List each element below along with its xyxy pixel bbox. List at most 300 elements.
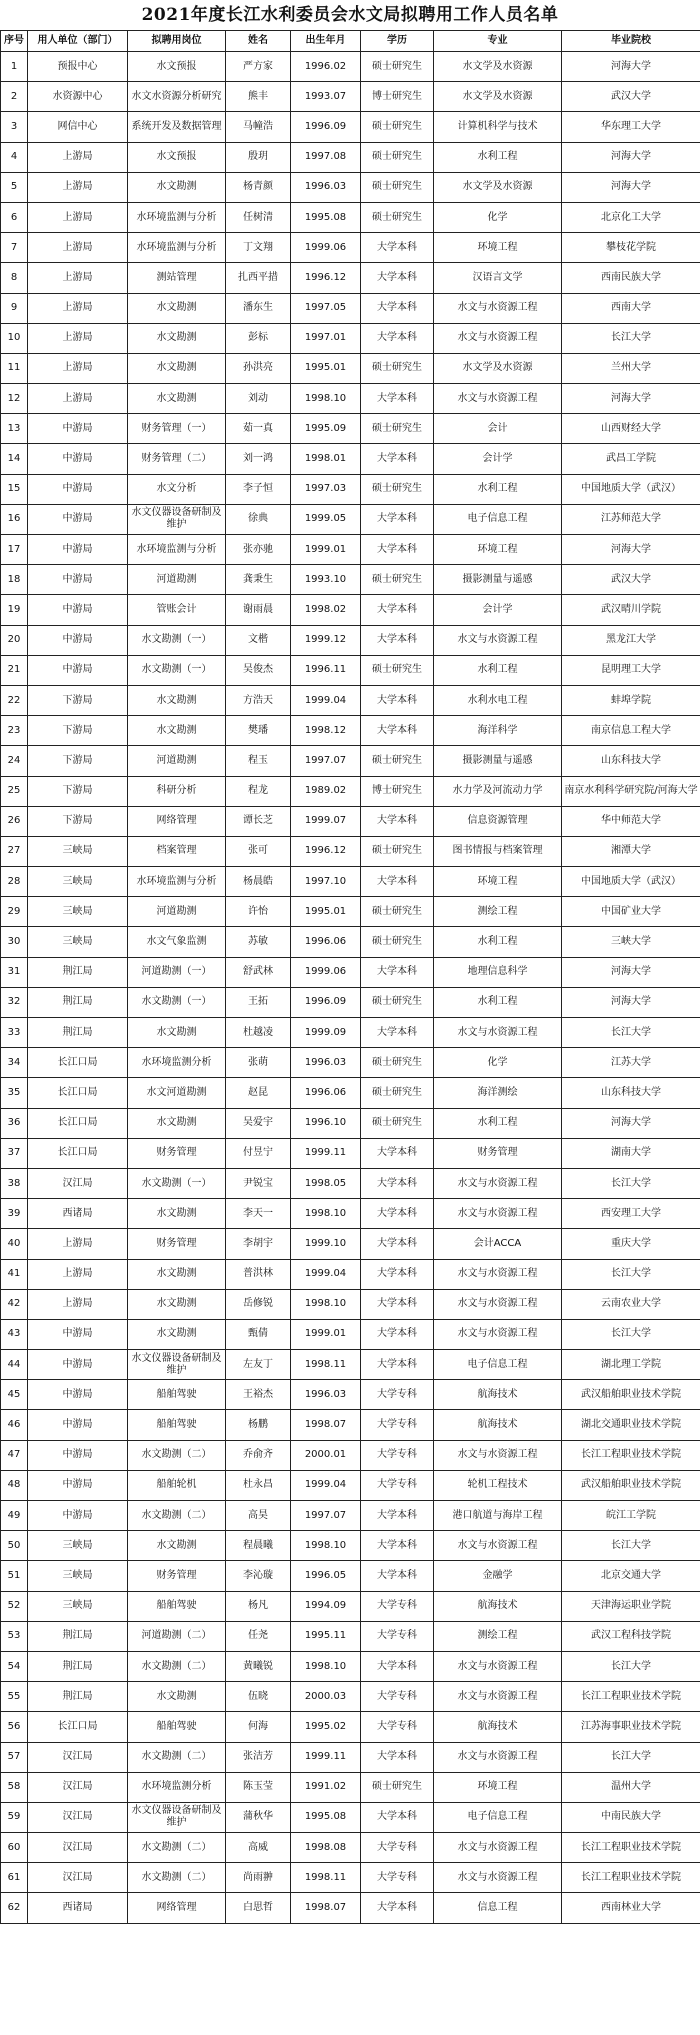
cell-col-index: 7 [1, 233, 28, 263]
cell-col-unit: 下游局 [28, 806, 128, 836]
cell-col-birth: 1999.12 [291, 625, 361, 655]
cell-col-index: 28 [1, 867, 28, 897]
cell-col-major: 水文与水资源工程 [434, 1168, 562, 1198]
cell-col-index: 56 [1, 1712, 28, 1742]
cell-col-major: 电子信息工程 [434, 504, 562, 534]
cell-col-birth: 1996.05 [291, 1561, 361, 1591]
cell-col-school: 华东理工大学 [562, 112, 700, 142]
cell-col-index: 62 [1, 1893, 28, 1923]
cell-col-birth: 1999.09 [291, 1018, 361, 1048]
cell-col-school: 湖北交通职业技术学院 [562, 1410, 700, 1440]
cell-col-major: 水文学及水资源 [434, 82, 562, 112]
cell-col-major: 水文与水资源工程 [434, 1682, 562, 1712]
cell-col-name: 李子恒 [226, 474, 291, 504]
cell-col-position: 水文勘测 [128, 1108, 226, 1138]
cell-col-unit: 中游局 [28, 1470, 128, 1500]
cell-col-position: 水文勘测 [128, 293, 226, 323]
cell-col-position: 水文勘测 [128, 685, 226, 715]
table-row [1, 746, 700, 776]
cell-col-name: 李胡宇 [226, 1229, 291, 1259]
cell-col-education: 大学专科 [361, 1591, 434, 1621]
table-row [1, 1802, 700, 1832]
cell-col-index: 13 [1, 414, 28, 444]
cell-col-education: 大学本科 [361, 1319, 434, 1349]
table-row [1, 1199, 700, 1229]
cell-col-name: 张洁芳 [226, 1742, 291, 1772]
cell-col-index: 14 [1, 444, 28, 474]
cell-col-unit: 长江口局 [28, 1048, 128, 1078]
cell-col-unit: 中游局 [28, 535, 128, 565]
cell-col-index: 30 [1, 927, 28, 957]
cell-col-position: 科研分析 [128, 776, 226, 806]
cell-col-school: 江苏海事职业技术学院 [562, 1712, 700, 1742]
cell-col-major: 水文与水资源工程 [434, 1289, 562, 1319]
table-row [1, 323, 700, 353]
cell-col-name: 付昱宁 [226, 1138, 291, 1168]
cell-col-major: 水文与水资源工程 [434, 323, 562, 353]
cell-col-unit: 中游局 [28, 1319, 128, 1349]
cell-col-position: 水环境监测分析 [128, 1048, 226, 1078]
cell-col-birth: 1997.07 [291, 1501, 361, 1531]
cell-col-major: 水文学及水资源 [434, 353, 562, 383]
cell-col-name: 张萌 [226, 1048, 291, 1078]
cell-col-index: 26 [1, 806, 28, 836]
cell-col-unit: 中游局 [28, 625, 128, 655]
cell-col-name: 舒武林 [226, 957, 291, 987]
page-title: 2021年度长江水利委员会水文局拟聘用工作人员名单 [141, 5, 559, 25]
cell-col-birth: 1999.04 [291, 1470, 361, 1500]
cell-col-unit: 荆江局 [28, 957, 128, 987]
cell-col-school: 西南林业大学 [562, 1893, 700, 1923]
cell-col-name: 岳修锐 [226, 1289, 291, 1319]
table-row [1, 293, 700, 323]
table-row [1, 1742, 700, 1772]
cell-col-unit: 上游局 [28, 353, 128, 383]
cell-col-education: 大学本科 [361, 1802, 434, 1832]
cell-col-index: 39 [1, 1199, 28, 1229]
table-row [1, 1380, 700, 1410]
cell-col-major: 水文与水资源工程 [434, 384, 562, 414]
cell-col-school: 湖南大学 [562, 1138, 700, 1168]
table-row [1, 1501, 700, 1531]
cell-col-name: 王拓 [226, 987, 291, 1017]
cell-col-school: 长江大学 [562, 1168, 700, 1198]
cell-col-birth: 1997.07 [291, 746, 361, 776]
table-row [1, 142, 700, 172]
cell-col-name: 王裕杰 [226, 1380, 291, 1410]
cell-col-birth: 1998.10 [291, 1651, 361, 1681]
cell-col-education: 大学本科 [361, 1501, 434, 1531]
cell-col-school: 长江工程职业技术学院 [562, 1863, 700, 1893]
cell-col-index: 23 [1, 716, 28, 746]
cell-col-position: 水文勘测（一） [128, 987, 226, 1017]
cell-col-education: 大学本科 [361, 1138, 434, 1168]
cell-col-education: 硕士研究生 [361, 836, 434, 866]
cell-col-school: 河海大学 [562, 1108, 700, 1138]
table-row [1, 1229, 700, 1259]
cell-col-birth: 1999.11 [291, 1742, 361, 1772]
cell-col-name: 丁文翔 [226, 233, 291, 263]
table-row [1, 172, 700, 202]
cell-col-position: 水环境监测与分析 [128, 233, 226, 263]
cell-col-position: 水文气象监测 [128, 927, 226, 957]
cell-col-education: 大学本科 [361, 263, 434, 293]
cell-col-position: 水文勘测 [128, 1319, 226, 1349]
table-row [1, 987, 700, 1017]
cell-col-education: 大学本科 [361, 444, 434, 474]
table-row [1, 474, 700, 504]
cell-col-unit: 三峡局 [28, 897, 128, 927]
cell-col-position: 水文水资源分析研究 [128, 82, 226, 112]
cell-col-position: 财务管理 [128, 1229, 226, 1259]
cell-col-index: 31 [1, 957, 28, 987]
cell-col-position: 水文勘测 [128, 1531, 226, 1561]
cell-col-birth: 1995.09 [291, 414, 361, 444]
cell-col-index: 5 [1, 172, 28, 202]
cell-col-school: 北京化工大学 [562, 202, 700, 232]
cell-col-education: 大学本科 [361, 233, 434, 263]
cell-col-name: 刘一鸿 [226, 444, 291, 474]
header-col-birth: 出生年月 [291, 31, 361, 52]
cell-col-name: 杨鹏 [226, 1410, 291, 1440]
cell-col-school: 兰州大学 [562, 353, 700, 383]
cell-col-birth: 1993.07 [291, 82, 361, 112]
cell-col-major: 环境工程 [434, 1772, 562, 1802]
cell-col-index: 57 [1, 1742, 28, 1772]
cell-col-position: 测站管理 [128, 263, 226, 293]
cell-col-position: 水文勘测 [128, 384, 226, 414]
cell-col-education: 硕士研究生 [361, 172, 434, 202]
cell-col-unit: 上游局 [28, 263, 128, 293]
table-row [1, 625, 700, 655]
cell-col-unit: 下游局 [28, 716, 128, 746]
cell-col-birth: 1998.11 [291, 1350, 361, 1380]
cell-col-major: 会计 [434, 414, 562, 444]
cell-col-birth: 2000.01 [291, 1440, 361, 1470]
cell-col-birth: 1995.02 [291, 1712, 361, 1742]
cell-col-index: 42 [1, 1289, 28, 1319]
cell-col-education: 大学本科 [361, 806, 434, 836]
cell-col-school: 昆明理工大学 [562, 655, 700, 685]
cell-col-position: 水文勘测（二） [128, 1501, 226, 1531]
cell-col-unit: 上游局 [28, 172, 128, 202]
cell-col-position: 河道勘测 [128, 565, 226, 595]
cell-col-school: 长江大学 [562, 1319, 700, 1349]
table-row [1, 1138, 700, 1168]
cell-col-education: 大学本科 [361, 1259, 434, 1289]
cell-col-school: 河海大学 [562, 52, 700, 82]
table-row [1, 1440, 700, 1470]
cell-col-education: 大学本科 [361, 625, 434, 655]
cell-col-major: 会计学 [434, 444, 562, 474]
cell-col-position: 系统开发及数据管理 [128, 112, 226, 142]
cell-col-major: 水利工程 [434, 1108, 562, 1138]
cell-col-school: 西安理工大学 [562, 1199, 700, 1229]
cell-col-position: 船舶驾驶 [128, 1591, 226, 1621]
cell-col-name: 程晨曦 [226, 1531, 291, 1561]
cell-col-position: 水环境监测与分析 [128, 535, 226, 565]
cell-col-name: 陈玉莹 [226, 1772, 291, 1802]
cell-col-unit: 中游局 [28, 504, 128, 534]
cell-col-position: 水文勘测（二） [128, 1833, 226, 1863]
cell-col-school: 河海大学 [562, 535, 700, 565]
cell-col-birth: 1997.10 [291, 867, 361, 897]
header-col-unit: 用人单位（部门） [28, 31, 128, 52]
cell-col-unit: 长江口局 [28, 1138, 128, 1168]
cell-col-index: 17 [1, 535, 28, 565]
cell-col-unit: 长江口局 [28, 1078, 128, 1108]
cell-col-index: 4 [1, 142, 28, 172]
cell-col-education: 大学本科 [361, 685, 434, 715]
cell-col-birth: 1998.05 [291, 1168, 361, 1198]
cell-col-education: 硕士研究生 [361, 1078, 434, 1108]
cell-col-major: 水利工程 [434, 474, 562, 504]
cell-col-name: 杨晨皓 [226, 867, 291, 897]
cell-col-unit: 中游局 [28, 1350, 128, 1380]
cell-col-school: 黑龙江大学 [562, 625, 700, 655]
cell-col-name: 左友丁 [226, 1350, 291, 1380]
cell-col-index: 6 [1, 202, 28, 232]
table-row [1, 1289, 700, 1319]
cell-col-unit: 汉江局 [28, 1833, 128, 1863]
cell-col-major: 信息工程 [434, 1893, 562, 1923]
cell-col-school: 武汉大学 [562, 565, 700, 595]
cell-col-birth: 1995.11 [291, 1621, 361, 1651]
cell-col-education: 大学本科 [361, 1168, 434, 1198]
cell-col-education: 大学本科 [361, 1229, 434, 1259]
cell-col-education: 大学本科 [361, 293, 434, 323]
cell-col-major: 测绘工程 [434, 897, 562, 927]
cell-col-unit: 三峡局 [28, 867, 128, 897]
cell-col-index: 59 [1, 1802, 28, 1832]
cell-col-education: 硕士研究生 [361, 897, 434, 927]
cell-col-school: 华中师范大学 [562, 806, 700, 836]
cell-col-unit: 汉江局 [28, 1742, 128, 1772]
cell-col-name: 吴爱宇 [226, 1108, 291, 1138]
cell-col-name: 程玉 [226, 746, 291, 776]
cell-col-education: 大学专科 [361, 1410, 434, 1440]
cell-col-unit: 荆江局 [28, 1018, 128, 1048]
cell-col-school: 云南农业大学 [562, 1289, 700, 1319]
cell-col-major: 水文与水资源工程 [434, 293, 562, 323]
cell-col-unit: 中游局 [28, 1440, 128, 1470]
cell-col-school: 武汉晴川学院 [562, 595, 700, 625]
cell-col-education: 硕士研究生 [361, 565, 434, 595]
cell-col-major: 摄影测量与遥感 [434, 565, 562, 595]
cell-col-education: 大学本科 [361, 1742, 434, 1772]
table-row [1, 444, 700, 474]
cell-col-index: 10 [1, 323, 28, 353]
cell-col-school: 山东科技大学 [562, 1078, 700, 1108]
cell-col-school: 长江工程职业技术学院 [562, 1833, 700, 1863]
table-row [1, 1591, 700, 1621]
cell-col-major: 环境工程 [434, 535, 562, 565]
cell-col-education: 大学专科 [361, 1470, 434, 1500]
table-row [1, 1319, 700, 1349]
cell-col-school: 长江工程职业技术学院 [562, 1440, 700, 1470]
cell-col-index: 50 [1, 1531, 28, 1561]
cell-col-name: 赵昆 [226, 1078, 291, 1108]
cell-col-unit: 长江口局 [28, 1108, 128, 1138]
cell-col-position: 财务管理 [128, 1561, 226, 1591]
cell-col-position: 船舶轮机 [128, 1470, 226, 1500]
cell-col-unit: 中游局 [28, 1380, 128, 1410]
cell-col-position: 水文勘测 [128, 1259, 226, 1289]
cell-col-major: 水文与水资源工程 [434, 1259, 562, 1289]
cell-col-index: 3 [1, 112, 28, 142]
cell-col-major: 信息资源管理 [434, 806, 562, 836]
cell-col-education: 大学本科 [361, 1651, 434, 1681]
cell-col-education: 硕士研究生 [361, 1108, 434, 1138]
table-row [1, 1048, 700, 1078]
cell-col-index: 32 [1, 987, 28, 1017]
cell-col-birth: 1996.03 [291, 1048, 361, 1078]
cell-col-position: 河道勘测（二） [128, 1621, 226, 1651]
cell-col-index: 52 [1, 1591, 28, 1621]
table-row [1, 1772, 700, 1802]
cell-col-name: 高威 [226, 1833, 291, 1863]
cell-col-birth: 1999.06 [291, 233, 361, 263]
cell-col-education: 硕士研究生 [361, 112, 434, 142]
cell-col-school: 长江工程职业技术学院 [562, 1682, 700, 1712]
cell-col-major: 化学 [434, 202, 562, 232]
cell-col-unit: 汉江局 [28, 1802, 128, 1832]
table-row [1, 353, 700, 383]
cell-col-unit: 上游局 [28, 233, 128, 263]
cell-col-unit: 汉江局 [28, 1863, 128, 1893]
table-row [1, 867, 700, 897]
cell-col-name: 张可 [226, 836, 291, 866]
cell-col-education: 硕士研究生 [361, 746, 434, 776]
table-row [1, 1863, 700, 1893]
cell-col-name: 彭标 [226, 323, 291, 353]
cell-col-birth: 1999.11 [291, 1138, 361, 1168]
cell-col-birth: 1997.08 [291, 142, 361, 172]
cell-col-unit: 下游局 [28, 746, 128, 776]
table-row [1, 957, 700, 987]
cell-col-birth: 1998.02 [291, 595, 361, 625]
cell-col-birth: 1999.04 [291, 1259, 361, 1289]
table-row [1, 1350, 700, 1380]
cell-col-school: 北京交通大学 [562, 1561, 700, 1591]
cell-col-education: 硕士研究生 [361, 202, 434, 232]
cell-col-birth: 1998.01 [291, 444, 361, 474]
cell-col-index: 20 [1, 625, 28, 655]
cell-col-position: 水文河道勘测 [128, 1078, 226, 1108]
cell-col-education: 硕士研究生 [361, 655, 434, 685]
cell-col-birth: 1995.08 [291, 1802, 361, 1832]
cell-col-unit: 上游局 [28, 142, 128, 172]
cell-col-school: 中南民族大学 [562, 1802, 700, 1832]
cell-col-name: 熊丰 [226, 82, 291, 112]
cell-col-school: 江苏大学 [562, 1048, 700, 1078]
personnel-table [0, 30, 700, 1924]
header-col-school: 毕业院校 [562, 31, 700, 52]
cell-col-unit: 三峡局 [28, 836, 128, 866]
cell-col-birth: 1998.10 [291, 1199, 361, 1229]
cell-col-position: 财务管理（二） [128, 444, 226, 474]
cell-col-major: 水文与水资源工程 [434, 1651, 562, 1681]
cell-col-name: 文楷 [226, 625, 291, 655]
cell-col-unit: 长江口局 [28, 1712, 128, 1742]
table-row [1, 1018, 700, 1048]
cell-col-education: 大学本科 [361, 1531, 434, 1561]
cell-col-major: 航海技术 [434, 1591, 562, 1621]
cell-col-school: 武汉工程科技学院 [562, 1621, 700, 1651]
table-row [1, 233, 700, 263]
cell-col-index: 36 [1, 1108, 28, 1138]
cell-col-birth: 1997.03 [291, 474, 361, 504]
cell-col-position: 水文仪器设备研制及维护 [128, 1802, 226, 1832]
cell-col-index: 22 [1, 685, 28, 715]
table-row [1, 112, 700, 142]
cell-col-birth: 1999.01 [291, 535, 361, 565]
cell-col-name: 孙洪亮 [226, 353, 291, 383]
cell-col-birth: 1999.05 [291, 504, 361, 534]
cell-col-birth: 1993.10 [291, 565, 361, 595]
table-row [1, 1712, 700, 1742]
cell-col-position: 水文仪器设备研制及维护 [128, 1350, 226, 1380]
cell-col-index: 1 [1, 52, 28, 82]
cell-col-position: 水文勘测 [128, 1018, 226, 1048]
cell-col-birth: 1996.09 [291, 112, 361, 142]
cell-col-index: 45 [1, 1380, 28, 1410]
cell-col-position: 水文勘测（一） [128, 1168, 226, 1198]
cell-col-major: 会计学 [434, 595, 562, 625]
cell-col-birth: 1994.09 [291, 1591, 361, 1621]
header-col-education: 学历 [361, 31, 434, 52]
cell-col-birth: 1997.01 [291, 323, 361, 353]
cell-col-index: 12 [1, 384, 28, 414]
table-row [1, 1682, 700, 1712]
cell-col-index: 60 [1, 1833, 28, 1863]
cell-col-education: 大学专科 [361, 1682, 434, 1712]
cell-col-position: 水文勘测（一） [128, 625, 226, 655]
cell-col-birth: 1998.07 [291, 1410, 361, 1440]
cell-col-index: 53 [1, 1621, 28, 1651]
cell-col-index: 47 [1, 1440, 28, 1470]
cell-col-education: 硕士研究生 [361, 414, 434, 444]
table-row [1, 1108, 700, 1138]
cell-col-name: 龚秉生 [226, 565, 291, 595]
table-row [1, 685, 700, 715]
table-row [1, 1893, 700, 1923]
cell-col-school: 重庆大学 [562, 1229, 700, 1259]
cell-col-major: 水文学及水资源 [434, 52, 562, 82]
cell-col-education: 博士研究生 [361, 82, 434, 112]
cell-col-education: 大学专科 [361, 1863, 434, 1893]
table-row [1, 1561, 700, 1591]
cell-col-school: 攀枝花学院 [562, 233, 700, 263]
table-row [1, 1531, 700, 1561]
cell-col-education: 硕士研究生 [361, 474, 434, 504]
cell-col-education: 大学本科 [361, 867, 434, 897]
cell-col-unit: 上游局 [28, 1259, 128, 1289]
table-row [1, 927, 700, 957]
cell-col-name: 高昊 [226, 1501, 291, 1531]
table-row [1, 897, 700, 927]
cell-col-index: 37 [1, 1138, 28, 1168]
table-row [1, 806, 700, 836]
cell-col-name: 杨青颜 [226, 172, 291, 202]
cell-col-unit: 汉江局 [28, 1772, 128, 1802]
table-row [1, 655, 700, 685]
cell-col-major: 水文与水资源工程 [434, 625, 562, 655]
cell-col-birth: 1996.09 [291, 987, 361, 1017]
cell-col-position: 水文勘测 [128, 323, 226, 353]
cell-col-school: 天津海运职业学院 [562, 1591, 700, 1621]
cell-col-school: 山东科技大学 [562, 746, 700, 776]
